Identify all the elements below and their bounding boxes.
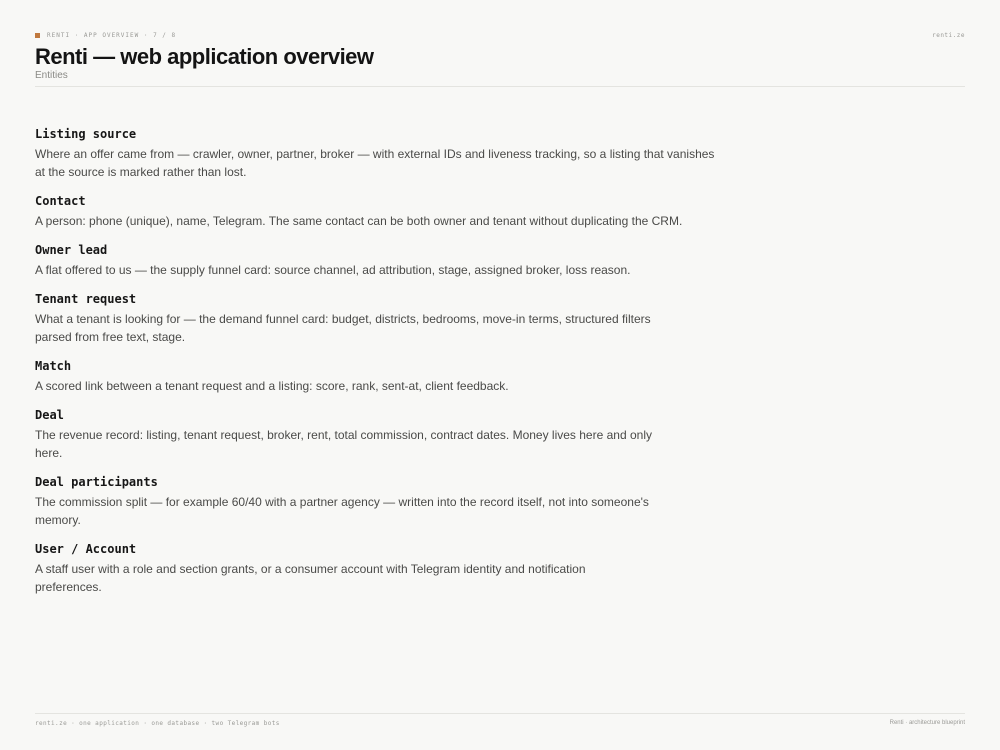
entity-name: User / Account [35, 542, 137, 556]
entity-description: A scored link between a tenant request and a listing: score, rank, sent-at, client feedback. [35, 379, 509, 393]
entity-item [35, 475, 735, 529]
entity-name: Deal [35, 408, 64, 422]
page-title: Renti — web application overview [35, 44, 374, 69]
entity-name: Match [35, 359, 72, 373]
entity-item [35, 127, 735, 181]
footer-divider [35, 713, 965, 714]
breadcrumb [35, 32, 176, 39]
page-subtitle: Entities [35, 70, 68, 81]
entity-name: Deal participants [35, 475, 158, 489]
entity-item [35, 359, 735, 395]
top-bar [35, 32, 965, 39]
entity-item [35, 408, 735, 462]
entity-name: Owner lead [35, 243, 108, 257]
entity-description: What a tenant is looking for — the demand funnel card: budget, districts, bedrooms, move-in terms, structured filters parsed from free text, stage. [35, 312, 651, 344]
entity-description: The revenue record: listing, tenant request, broker, rent, total commission, contract dates. Money lives here and only here. [35, 428, 652, 460]
footer-right-text: Renti · architecture blueprint [889, 720, 965, 726]
site-label: renti.ze [932, 32, 965, 39]
entity-name: Contact [35, 194, 86, 208]
header-divider [35, 86, 965, 87]
entity-description: A staff user with a role and section grants, or a consumer account with Telegram identity and notification preferences. [35, 562, 586, 594]
entity-description: The commission split — for example 60/40 with a partner agency — written into the record itself, not into someone's memory. [35, 495, 649, 527]
entity-description: A flat offered to us — the supply funnel card: source channel, ad attribution, stage, assigned broker, loss reason. [35, 263, 631, 277]
entity-description: A person: phone (unique), name, Telegram. The same contact can be both owner and tenant without duplicating the CRM. [35, 214, 683, 228]
entity-item [35, 542, 735, 596]
brand-square-icon [35, 33, 40, 38]
entity-description: Where an offer came from — crawler, owner, partner, broker — with external IDs and liveness tracking, so a listing that vanishes at the source is marked rather than lost. [35, 147, 715, 179]
entity-item [35, 243, 735, 279]
entity-list [35, 127, 735, 609]
entity-name: Listing source [35, 127, 137, 141]
entity-item [35, 292, 735, 346]
breadcrumb-text: RENTI · APP OVERVIEW · 7 / 8 [47, 32, 177, 39]
footer-left-text: renti.ze · one application · one database · two Telegram bots [35, 720, 280, 727]
entity-name: Tenant request [35, 292, 137, 306]
entity-item [35, 194, 735, 230]
footer [35, 720, 965, 727]
